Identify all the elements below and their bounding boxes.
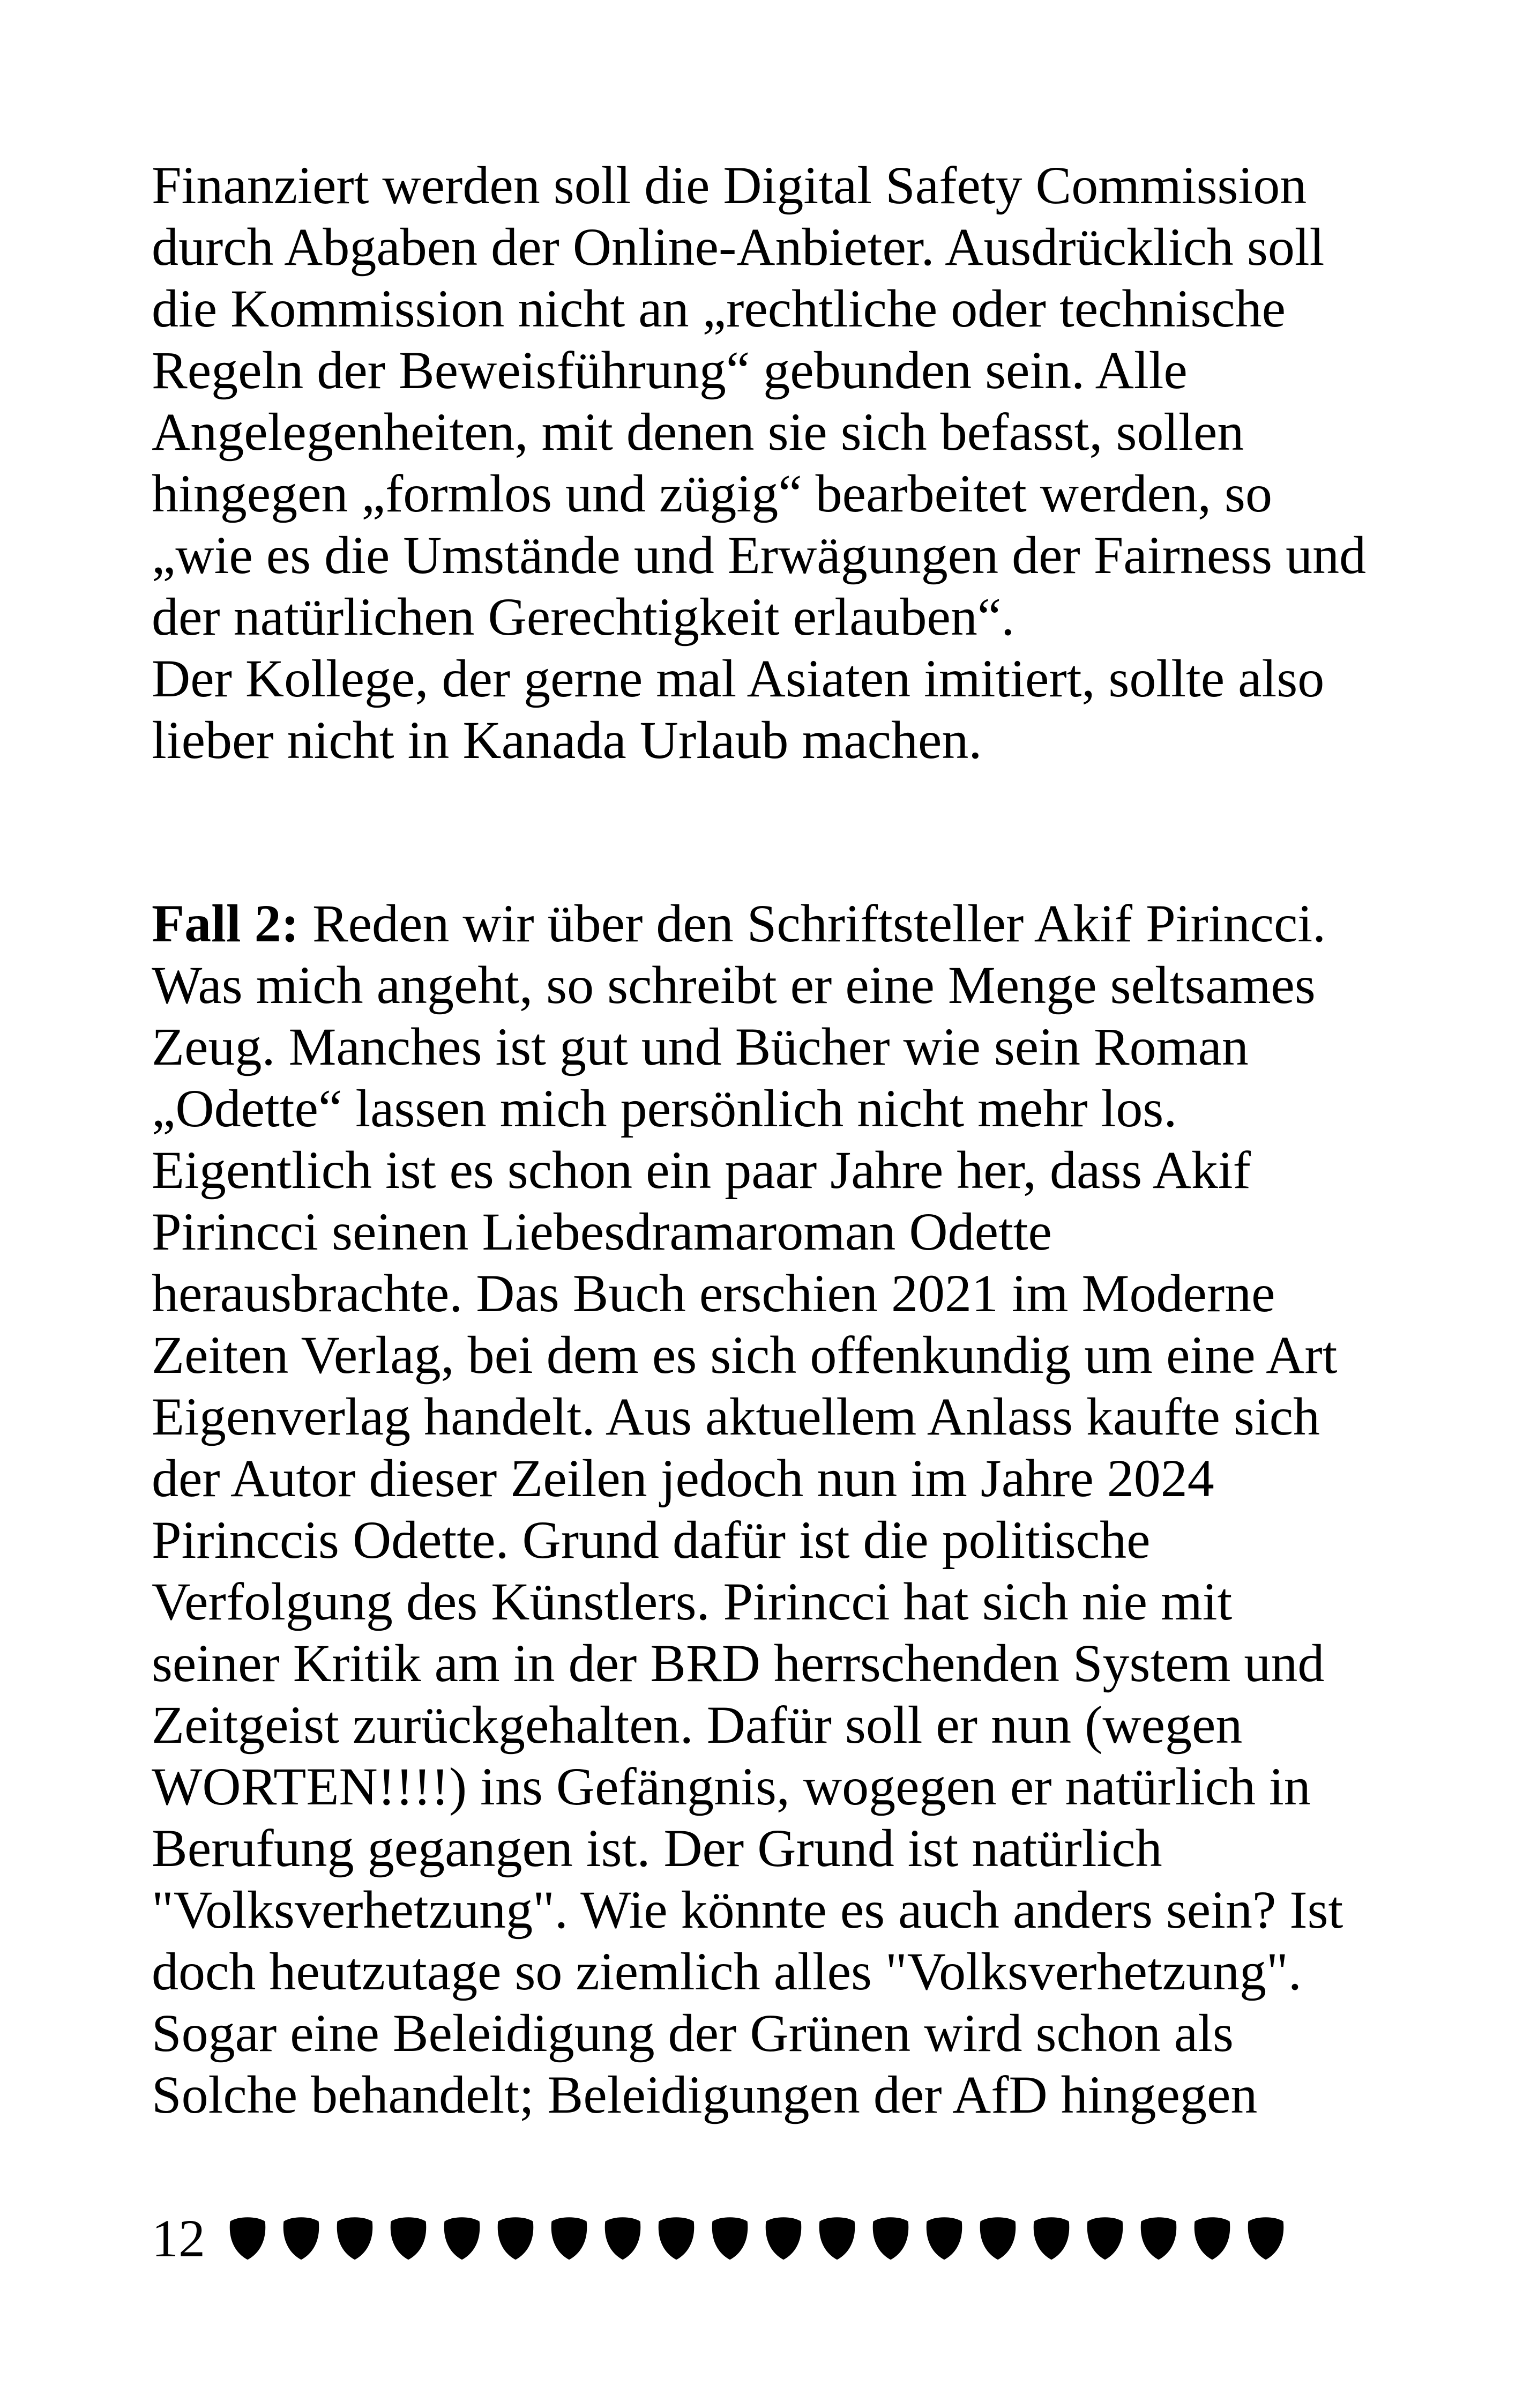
- shield-icon: [439, 2215, 485, 2261]
- paragraph-digital-safety: [152, 154, 1406, 771]
- shield-icon: [814, 2215, 860, 2261]
- text-line: Finanziert werden soll die Digital Safety Commission: [152, 155, 1307, 215]
- shield-icon: [707, 2215, 753, 2261]
- text-line: lieber nicht in Kanada Urlaub machen.: [152, 710, 982, 770]
- text-line: [152, 893, 1406, 954]
- text-line: der Autor dieser Zeilen jedoch nun im Jahre 2024: [152, 1448, 1214, 1508]
- shield-icon: [492, 2215, 539, 2261]
- text-line: Eigentlich ist es schon ein paar Jahre her, dass Akif: [152, 1140, 1251, 1200]
- page-number: 12: [152, 2208, 205, 2268]
- shield-icon: [225, 2215, 271, 2261]
- shield-icon: [653, 2215, 699, 2261]
- text-line: hingegen „formlos und zügig“ bearbeitet werden, so: [152, 464, 1272, 523]
- text-line: Angelegenheiten, mit denen sie sich befasst, sollen: [152, 402, 1244, 462]
- text-line: „Odette“ lassen mich persönlich nicht mehr los.: [152, 1079, 1177, 1138]
- case-intro: Reden wir über den Schriftsteller Akif Pirincci.: [298, 894, 1326, 953]
- ornament-row: [225, 2215, 1289, 2261]
- text-line: Regeln der Beweisführung“ gebunden sein. Alle: [152, 340, 1188, 400]
- text-line: Der Kollege, der gerne mal Asiaten imitiert, sollte also: [152, 649, 1325, 708]
- shield-icon: [600, 2215, 646, 2261]
- shield-icon: [760, 2215, 807, 2261]
- text-line: Eigenverlag handelt. Aus aktuellem Anlass kaufte sich: [152, 1387, 1320, 1446]
- text-line: „wie es die Umstände und Erwägungen der Fairness und: [152, 525, 1367, 585]
- shield-icon: [1189, 2215, 1235, 2261]
- text-line: die Kommission nicht an „rechtliche oder technische: [152, 279, 1286, 338]
- page-footer: [152, 2206, 1289, 2270]
- text-line: "Volksverhetzung". Wie könnte es auch anders sein? Ist: [152, 1880, 1343, 1939]
- text-line: Solche behandelt; Beleidigungen der AfD hingegen: [152, 2065, 1258, 2124]
- text-line: Zeug. Manches ist gut und Bücher wie sein Roman: [152, 1017, 1249, 1076]
- shield-icon: [921, 2215, 967, 2261]
- text-line: Zeitgeist zurückgehalten. Dafür soll er nun (wegen: [152, 1695, 1243, 1755]
- shield-icon: [546, 2215, 592, 2261]
- shield-icon: [868, 2215, 914, 2261]
- shield-icon: [975, 2215, 1021, 2261]
- shield-icon: [385, 2215, 431, 2261]
- shield-icon: [332, 2215, 378, 2261]
- shield-icon: [1028, 2215, 1074, 2261]
- text-line: der natürlichen Gerechtigkeit erlauben“.: [152, 587, 1015, 646]
- text-line: Pirinccis Odette. Grund dafür ist die politische: [152, 1510, 1151, 1570]
- case-label: Fall 2:: [152, 894, 299, 953]
- text-line: Pirincci seinen Liebesdramaroman Odette: [152, 1202, 1052, 1261]
- shield-icon: [1243, 2215, 1289, 2261]
- text-line: doch heutzutage so ziemlich alles "Volksverhetzung".: [152, 1942, 1302, 2001]
- shield-icon: [1082, 2215, 1128, 2261]
- text-line: Berufung gegangen ist. Der Grund ist natürlich: [152, 1818, 1162, 1878]
- text-line: WORTEN!!!!) ins Gefängnis, wogegen er natürlich in: [152, 1757, 1311, 1816]
- text-line: Zeiten Verlag, bei dem es sich offenkundig um eine Art: [152, 1325, 1338, 1385]
- text-line: Was mich angeht, so schreibt er eine Menge seltsames: [152, 955, 1316, 1015]
- shield-icon: [1136, 2215, 1182, 2261]
- text-line: seiner Kritik am in der BRD herrschenden System und: [152, 1633, 1325, 1693]
- text-line: durch Abgaben der Online-Anbieter. Ausdrücklich soll: [152, 217, 1325, 277]
- text-line: Sogar eine Beleidigung der Grünen wird schon als: [152, 2003, 1234, 2063]
- text-line: Verfolgung des Künstlers. Pirincci hat sich nie mit: [152, 1572, 1233, 1631]
- shield-icon: [278, 2215, 324, 2261]
- paragraph-fall-2: [152, 893, 1406, 2125]
- text-line: herausbrachte. Das Buch erschien 2021 im Moderne: [152, 1264, 1275, 1323]
